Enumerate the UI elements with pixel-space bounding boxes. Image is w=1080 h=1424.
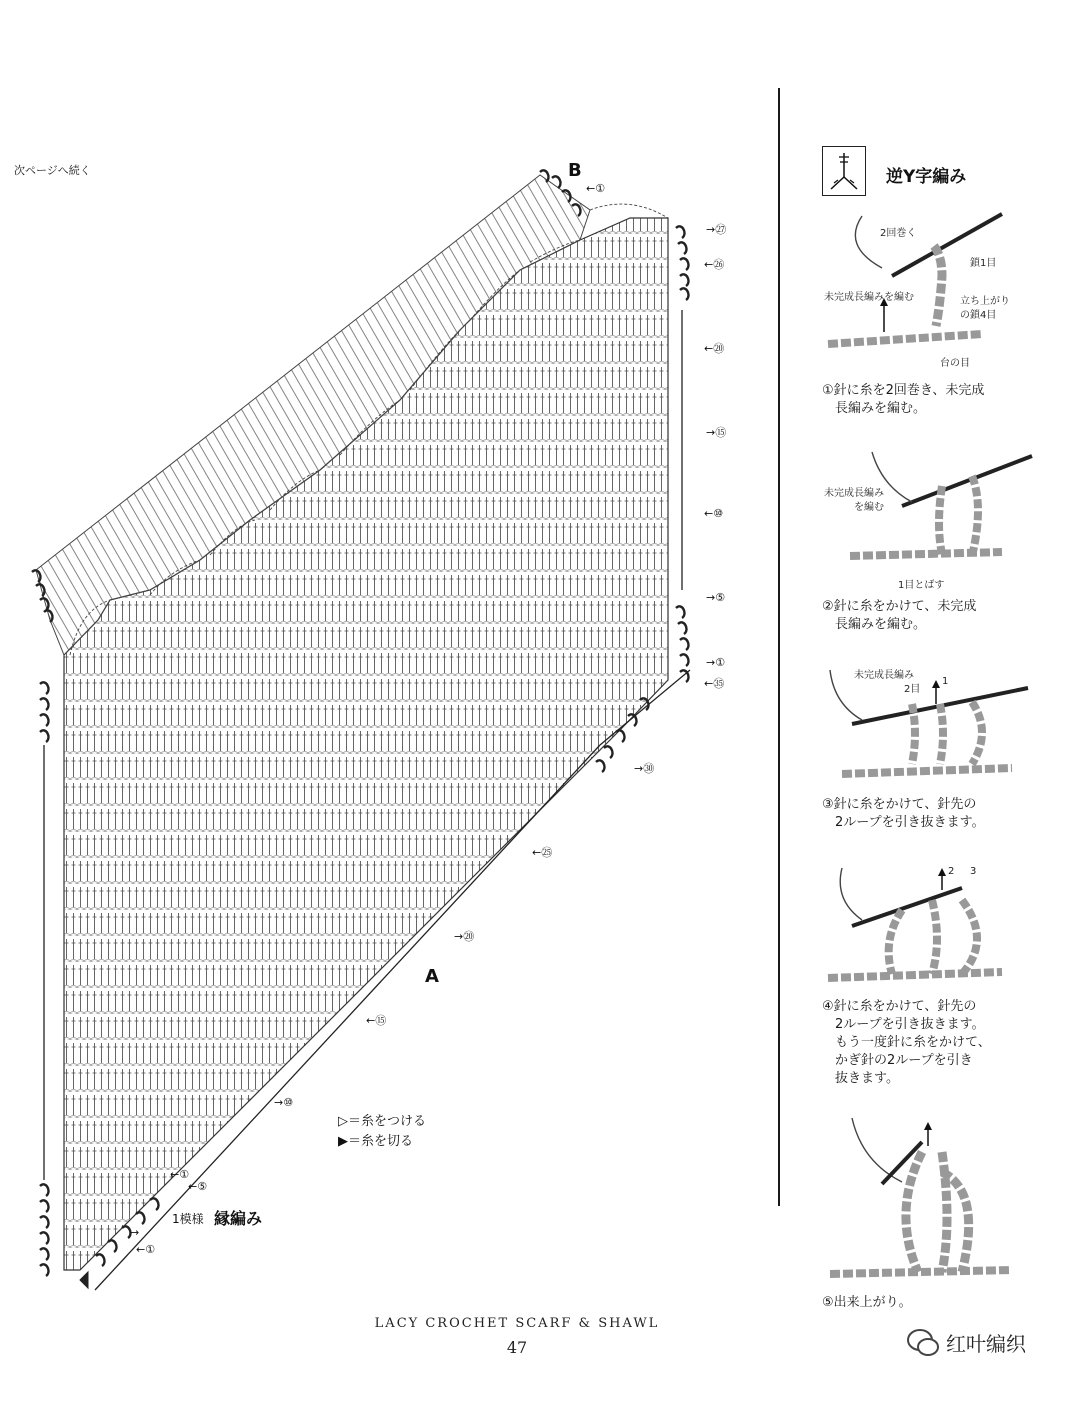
row-marker: →⑤ [706,591,726,604]
svg-text:を編む: を編む [854,502,884,513]
book-title: LACY CROCHET SCARF & SHAWL [374,1316,660,1331]
step4-illustration [822,860,1042,992]
step-5-text: ⑤出来上がり。 [822,1295,912,1310]
step-2-text: ②針に糸をかけて、未完成 長編みを編む。 [822,599,977,632]
legend-attach: ▷＝糸をつける [338,1114,426,1129]
svg-text:未完成長編みを編む: 未完成長編みを編む [824,292,914,303]
step-4-text: ④針に糸をかけて、針先の 2ループを引き抜きます。 もう一度針に糸をかけて、 かぎ針の2ループを引き 抜きます。 [822,999,991,1086]
row-marker: ←① [170,1168,190,1181]
wechat-icon [906,1328,940,1358]
step-3-text: ③針に糸をかけて、針先の 2ループを引き抜きます。 [822,797,985,830]
row-marker: ←⑮ [366,1014,387,1027]
step3-illustration [822,664,1042,790]
label-b: B [568,160,582,181]
svg-text:2目: 2目 [904,684,921,695]
watermark-text: 红叶编织 [946,1332,1026,1356]
svg-text:立ち上がり: 立ち上がり [960,296,1010,307]
row-marker: → [130,1226,140,1239]
step1-illustration [822,206,1042,372]
step-1-text: ①針に糸を2回巻き、未完成 長編みを編む。 [822,383,985,416]
row-marker: ←㉟ [704,677,725,690]
legend-cut: ▶＝糸を切る [338,1134,413,1149]
svg-text:3: 3 [970,866,977,877]
row-marker: ←㉖ [704,258,725,271]
step2-illustration [822,446,1042,592]
continue-note: 次ページへ続く [14,164,91,177]
row-marker: ←⑩ [704,507,724,520]
row-marker: →⑮ [706,426,727,439]
svg-text:台の目: 台の目 [940,358,970,369]
row-marker: ←㉕ [532,846,553,859]
svg-text:の鎖4目: の鎖4目 [960,310,997,321]
watermark [906,1322,1056,1362]
svg-text:鎖1目: 鎖1目 [970,258,997,269]
row-marker: ←① [136,1243,156,1256]
row-marker: →㉗ [706,223,727,236]
svg-text:2: 2 [948,866,955,877]
svg-text:未完成長編み: 未完成長編み [854,670,914,681]
page-number: 47 [506,1338,528,1357]
svg-text:未完成長編み: 未完成長編み [824,488,884,499]
row-marker: ←⑳ [704,342,725,355]
edging-title: 縁編み [214,1209,263,1228]
row-marker: →㉚ [634,762,655,775]
cut-triangle-marks [80,1272,88,1288]
step5-illustration [822,1112,1042,1290]
svg-text:1目とばす: 1目とばす [898,580,945,591]
technique-title: 逆Y字編み [886,167,967,187]
svg-text:2回巻く: 2回巻く [880,228,917,239]
row-marker: →⑳ [454,930,475,943]
edging-repeat: 1模様 [172,1212,204,1226]
stitch-symbol-box [822,146,866,196]
reverse-y-stitch-icon [823,147,865,195]
row-marker: →⑩ [274,1096,294,1109]
row-marker: ←① [586,182,606,195]
row-marker: ←⑤ [188,1180,208,1193]
column-divider [778,88,780,1206]
label-a: A [425,966,439,987]
svg-text:1: 1 [942,676,949,687]
row-marker: →① [706,656,726,669]
